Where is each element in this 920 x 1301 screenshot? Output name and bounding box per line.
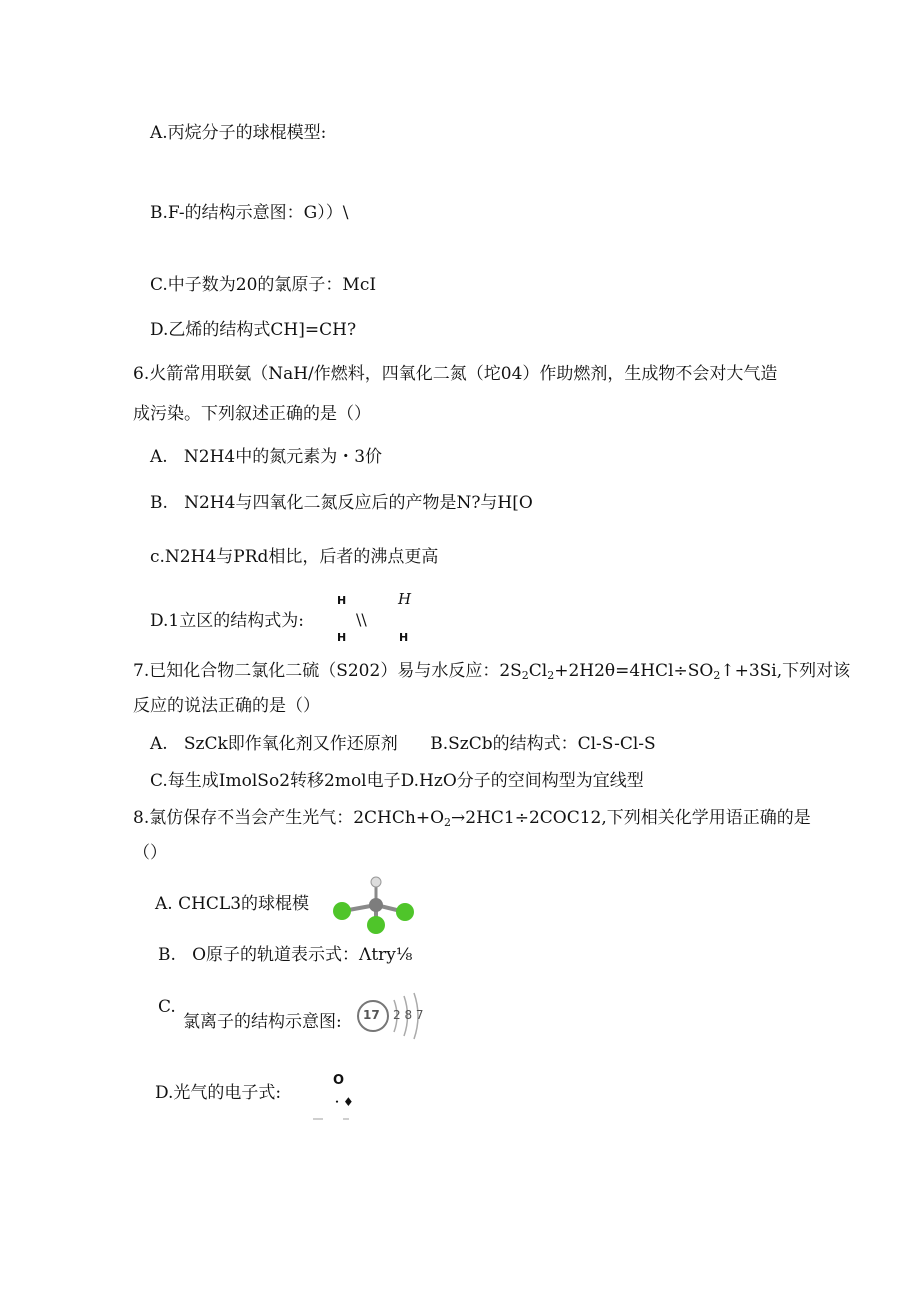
q7-stem-line1 bbox=[133, 659, 850, 688]
q6-option-d: D.1立区的结构式为: bbox=[150, 611, 304, 631]
struct-h-top-left: H bbox=[337, 594, 347, 607]
chcl3-ball-stick-model bbox=[330, 875, 415, 935]
struct-h-top-right: H bbox=[398, 590, 412, 608]
q7-option-ab: A. SzCk即作氧化剂又作还原剂 B.SzCb的结构式：Cl-S-Cl-S bbox=[150, 734, 656, 754]
q6-option-c: c.N2H4与PRd相比，后者的沸点更高 bbox=[150, 547, 439, 567]
q5-option-d: D.乙烯的结构式CH]=CH? bbox=[150, 320, 357, 340]
chloride-ion-diagram bbox=[352, 990, 427, 1040]
q5-option-b: B.F-的结构示意图：G））\ bbox=[150, 203, 349, 223]
q8-option-c-label: C. bbox=[158, 997, 176, 1017]
q7-stem-line2: 反应的说法正确的是（） bbox=[133, 696, 320, 716]
q5-option-c: C.中子数为20的氯原子：McI bbox=[150, 275, 377, 295]
lewis-oxygen: O bbox=[333, 1073, 345, 1088]
lewis-dots: ・♦ bbox=[331, 1095, 354, 1109]
q8-stem-line2: （） bbox=[133, 843, 167, 863]
q7-stem-mid2: +2H2θ=4HCl÷SO bbox=[554, 661, 714, 681]
q5-option-a: A.丙烷分子的球棍模型: bbox=[150, 123, 327, 143]
chcl3-model-svg bbox=[330, 875, 415, 935]
lewis-fragment-mark-right bbox=[343, 1118, 349, 1120]
q6-option-a: A. N2H4中的氮元素为・3价 bbox=[150, 447, 383, 467]
q7-sub3: 2 bbox=[713, 669, 721, 682]
q6-stem-line2: 成污染。下列叙述正确的是（） bbox=[133, 404, 371, 424]
q7-stem-post: ↑+3Si,下列对该 bbox=[720, 661, 851, 681]
ion-nucleus-label: 17 bbox=[363, 1008, 380, 1022]
lewis-fragment-mark-left bbox=[313, 1118, 323, 1120]
struct-h-bottom-right: H bbox=[399, 631, 409, 644]
q8-stem-line1 bbox=[133, 806, 811, 835]
q6-option-b: B. N2H4与四氧化二氮反应后的产物是N?与H[O bbox=[150, 493, 533, 513]
ion-shell-electrons: 2 8 7 bbox=[393, 1008, 424, 1022]
q8-option-c-text: 氯离子的结构示意图: bbox=[183, 1012, 342, 1032]
q7-sub1: 2 bbox=[521, 669, 529, 682]
q8-stem-post: →2HC1÷2COC12,下列相关化学用语正确的是 bbox=[451, 808, 811, 828]
struct-h-bottom-left: H bbox=[337, 631, 347, 644]
q8-option-b: B. O原子的轨道表示式：Λtry⅛ bbox=[158, 945, 413, 965]
q7-stem-pre: 7.已知化合物二氯化二硫（S202）易与水反应：2S bbox=[133, 661, 522, 681]
q8-stem-pre: 8.氯仿保存不当会产生光气：2CHCh+O bbox=[133, 808, 445, 828]
q7-option-cd: C.每生成ImolSo2转移2mol电子D.HzO分子的空间构型为宜线型 bbox=[150, 771, 644, 791]
q8-sub: 2 bbox=[444, 816, 452, 829]
q8-option-a: A. CHCL3的球棍模 bbox=[155, 894, 310, 914]
q7-sub2: 2 bbox=[547, 669, 555, 682]
q7-stem-mid1: Cl bbox=[528, 661, 548, 681]
q6-stem-line1: 6.火箭常用联氨（NaH/作燃料，四氧化二氮（坨04）作助燃剂，生成物不会对大气造 bbox=[133, 364, 778, 384]
q8-option-d: D.光气的电子式: bbox=[155, 1083, 282, 1103]
struct-bonds: \\ bbox=[356, 610, 367, 629]
